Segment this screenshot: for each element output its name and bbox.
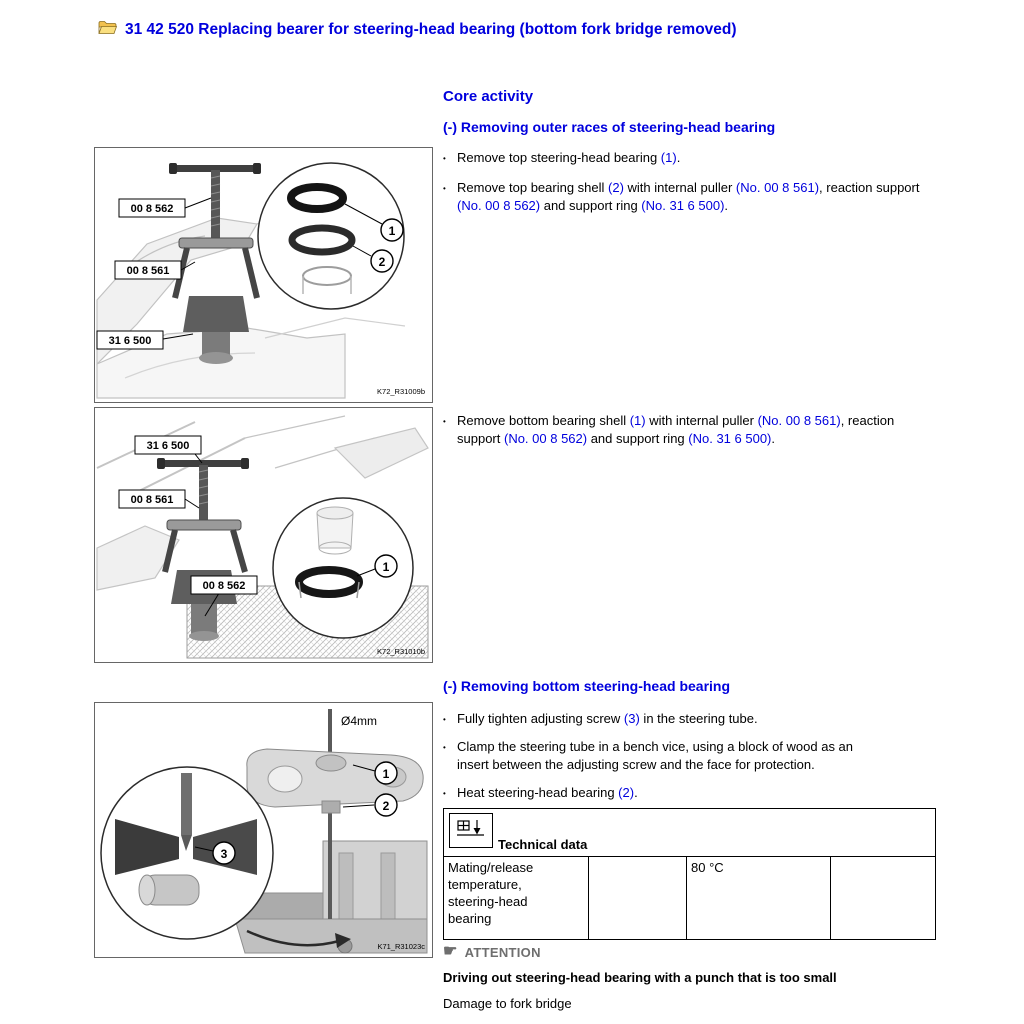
bullet-marker: • (443, 184, 446, 193)
figure-caption: K72_R31009b (377, 387, 425, 396)
bullet-marker: • (443, 743, 446, 752)
instruction-bullet (443, 412, 898, 448)
bullet-marker: • (443, 154, 446, 163)
reference-link[interactable]: (1) (629, 413, 646, 428)
svg-text:00 8 562: 00 8 562 (202, 580, 246, 592)
bullet-marker: • (443, 715, 446, 724)
reference-link[interactable]: (3) (623, 711, 640, 726)
table-row (444, 857, 935, 939)
svg-text:1: 1 (382, 767, 390, 781)
text-segment: Remove top bearing shell (457, 180, 609, 195)
reference-link[interactable]: (No. 00 8 562) (457, 198, 541, 213)
text-segment: Heat steering-head bearing (457, 785, 619, 800)
instruction-bullet (443, 149, 935, 168)
magnifier-inset (101, 767, 273, 939)
section-header-row[interactable] (98, 20, 737, 40)
attention-row (443, 944, 541, 960)
text-segment: . (724, 198, 729, 213)
instruction-bullet (443, 738, 888, 774)
attention-label: ATTENTION (464, 944, 541, 960)
table-cell-value: 80 °C (687, 857, 831, 939)
instruction-text (457, 738, 888, 774)
svg-text:2: 2 (378, 255, 386, 269)
svg-text:31 6 500: 31 6 500 (108, 335, 152, 347)
text-segment: and support ring (587, 431, 689, 446)
text-segment: Remove top steering-head bearing (457, 150, 661, 165)
text-segment: . (676, 150, 681, 165)
text-segment: in the steering tube. (639, 711, 758, 726)
instruction-text (457, 784, 638, 803)
text-segment: Clamp the steering tube in a bench vice, using a block of wood as an insert between the adjusting screw and the face for protection. (457, 739, 854, 772)
text-segment: with internal puller (623, 180, 736, 195)
text-segment: , reaction support (819, 180, 920, 195)
svg-text:00 8 562: 00 8 562 (130, 203, 174, 215)
text-segment: . (771, 431, 776, 446)
technical-data-icon (449, 813, 493, 848)
text-segment: Remove bottom bearing shell (457, 413, 630, 428)
reference-link[interactable]: (1) (660, 150, 677, 165)
reference-link[interactable]: (No. 00 8 561) (757, 413, 841, 428)
text-segment: and support ring (540, 198, 642, 213)
svg-text:00 8 561: 00 8 561 (126, 265, 170, 277)
svg-text:2: 2 (382, 799, 390, 813)
section-heading-outer-races[interactable]: (-) Removing outer races of steering-head bearing (443, 119, 776, 135)
reference-link[interactable]: (2) (608, 180, 624, 195)
instruction-text (457, 149, 680, 168)
figure-bottom-bearing-shell (94, 407, 433, 663)
technical-data-title: Technical data (498, 837, 588, 852)
reference-link[interactable]: (No. 00 8 562) (503, 431, 588, 446)
svg-text:1: 1 (388, 224, 396, 238)
punch-rod (328, 709, 332, 919)
core-activity-heading: Core activity (443, 88, 534, 105)
tool-label-00-8-561 (119, 490, 199, 508)
reference-link[interactable]: (No. 31 6 500) (688, 431, 772, 446)
tool-label-31-6-500 (135, 436, 202, 463)
reference-link[interactable]: (2) (618, 785, 635, 800)
table-cell-empty (831, 857, 935, 939)
instruction-text (457, 179, 935, 215)
bullet-marker: • (443, 789, 446, 798)
page-title[interactable]: 31 42 520 Replacing bearer for steering-head bearing (bottom fork bridge removed) (125, 21, 737, 38)
figure-caption: K71_R31023c (377, 942, 425, 951)
svg-text:00 8 561: 00 8 561 (130, 494, 174, 506)
table-cell-empty (589, 857, 687, 939)
reference-link[interactable]: (No. 31 6 500) (641, 198, 725, 213)
diameter-label: Ø4mm (341, 714, 377, 728)
figure-top-bearing-shell (94, 147, 433, 403)
svg-text:1: 1 (382, 560, 390, 574)
text-segment: , reaction support (457, 413, 895, 446)
section-heading-bottom-bearing[interactable]: (-) Removing bottom steering-head bearing (443, 678, 731, 694)
svg-text:3: 3 (220, 847, 228, 861)
attention-body: Damage to fork bridge (443, 996, 572, 1011)
folder-icon[interactable] (98, 20, 117, 40)
text-segment: with internal puller (645, 413, 758, 428)
instruction-bullet (443, 710, 935, 729)
attention-heading: Driving out steering-head bearing with a punch that is too small (443, 970, 837, 985)
technical-data-table (443, 808, 936, 940)
figure-bench-vice (94, 702, 433, 958)
table-cell-parameter: Mating/release temperature, steering-head bearing (444, 857, 589, 939)
text-segment: Fully tighten adjusting screw (457, 711, 624, 726)
technical-data-header (444, 809, 935, 857)
figure-caption: K72_R31010b (377, 647, 425, 656)
svg-text:31 6 500: 31 6 500 (146, 440, 190, 452)
tool-label-00-8-562 (119, 198, 211, 217)
text-segment: . (634, 785, 638, 800)
instruction-text (457, 412, 898, 448)
reference-link[interactable]: (No. 00 8 561) (735, 180, 820, 195)
instruction-bullet (443, 179, 935, 215)
instruction-text (457, 710, 758, 729)
pointing-hand-icon: ☛ (443, 943, 458, 960)
bullet-marker: • (443, 417, 446, 426)
instruction-bullet (443, 784, 935, 803)
